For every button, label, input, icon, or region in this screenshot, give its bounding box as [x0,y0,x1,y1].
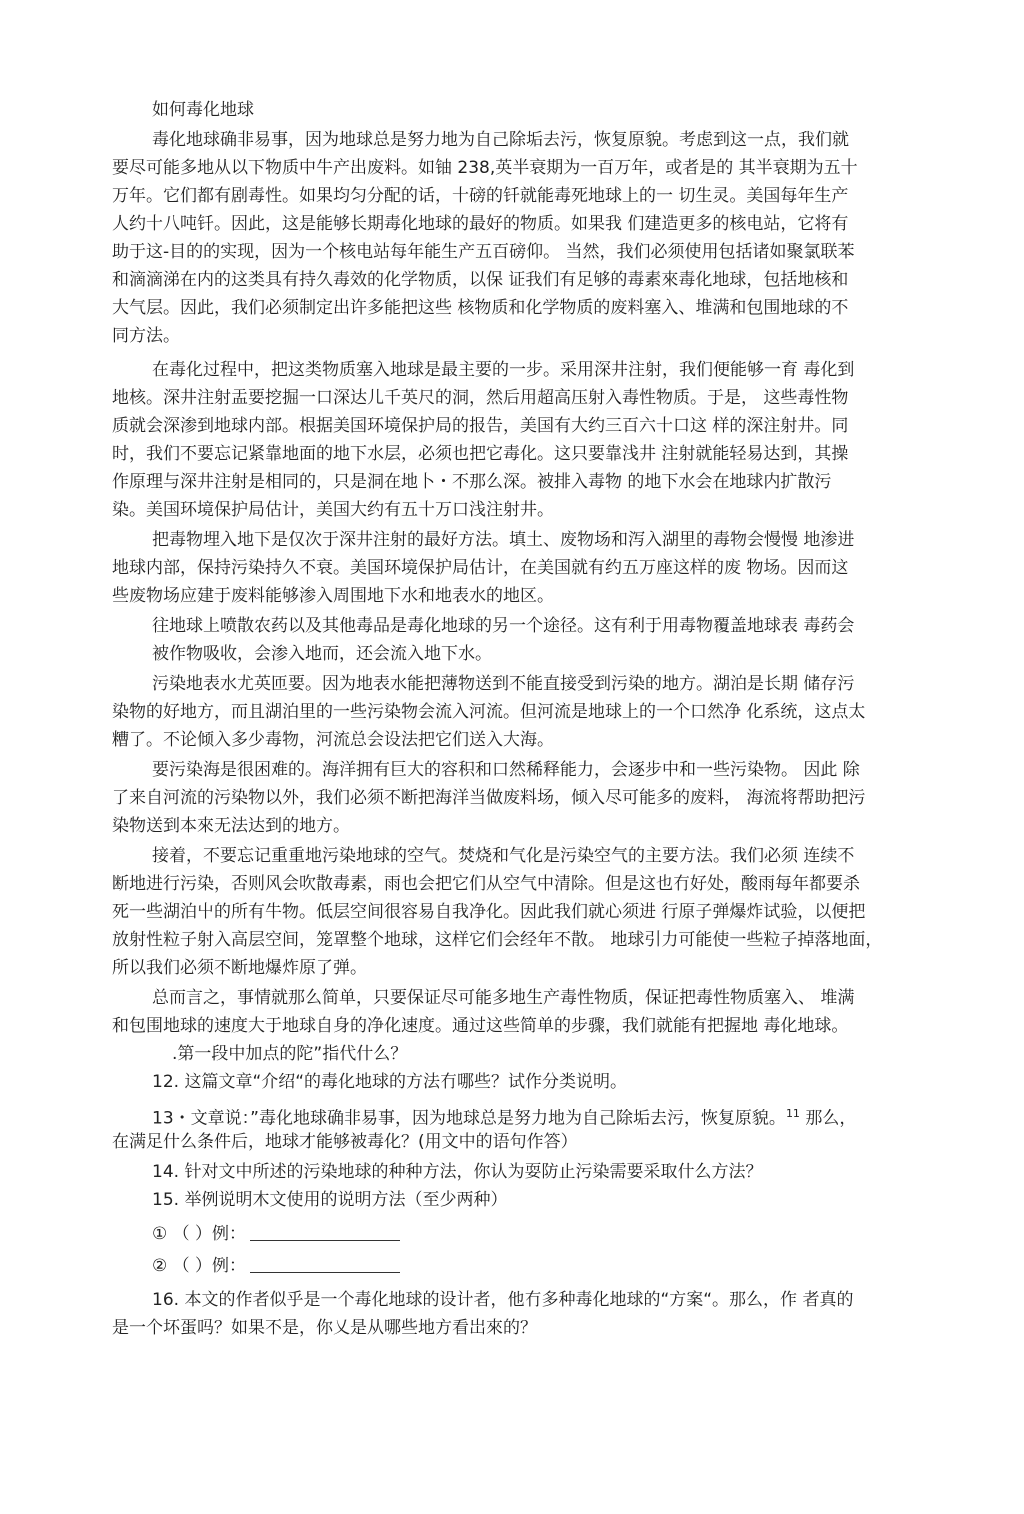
text-line [152,1254,400,1278]
text-line [112,584,554,608]
text-line [112,728,554,752]
text-line [112,556,848,580]
line-text: 污染地表水尤英匝要。因为地表水能把薄物送到不能直接受到污染的地方。湖泊是长期 储存污 [152,674,855,694]
line-text: .第一段中加点的陀”指代什么？ [172,1044,408,1064]
line-text: 地核。深井注射盂要挖掘一口深达儿千英尺的洞，然后用超高压射入毒性物质。于是， 这些毒性物 [112,388,849,408]
line-text: 把毒物埋入地下是仅次于深井注射的最好方法。填土、废物场和泻入湖里的毒物会慢慢 地渗进 [152,530,855,550]
line-text: 在毒化过程中，把这类物质塞入地球是最主要的一步。采用深井注射，我们便能够一育 毒化到 [152,360,855,380]
text-line [152,1288,853,1312]
text-line [112,240,855,264]
text-line [172,1042,407,1066]
text-line [112,900,865,924]
text-line [152,672,854,696]
text-line [112,184,848,208]
line-text: 地球内部，保持污染持久不衰。美国环境保护局估计，在美国就有约五万座这样的废 物场。因而这 [112,558,849,578]
line-text: ② （ ）例： [152,1256,247,1276]
text-line [112,1316,537,1340]
line-text-after: 那么， [799,1108,857,1129]
text-line [152,1188,507,1212]
text-line [112,700,865,724]
text-line [112,1014,848,1038]
text-line [152,986,854,1010]
text-line [112,872,860,896]
line-text: 糟了。不论倾入多少毒物，河流总会设法把它们送入大海。 [112,730,554,750]
text-line [112,296,848,320]
line-text: 要尽可能多地从以下物质中牛产出废料。如铀 238,英半衰期为一百万年，或者是的 其半衰期为五十 [112,158,858,178]
line-text: 往地球上喷散农药以及其他毒品是毒化地球的另一个途径。这有利于用毒物覆盖地球表 毒药会 [152,616,855,636]
line-text: 染。美国环境保护局估计，美国大约有五十万口浅注射井。 [112,500,554,520]
line-text: 质就会深渗到地球内部。根据美国环境保护局的报告，美国有大约三百六十口这 样的深注射井。同 [112,416,849,436]
line-text: 助于这-目的的实现，因为一个核电站每年能生产五百磅仰。 当然，我们必须使用包括诸如聚氯联苯 [112,242,855,262]
text-line [152,844,854,868]
line-text: 被作物吸收，会渗入地而，还会流入地下水。 [152,644,492,664]
line-text: 万年。它们都有剧毒性。如果均匀分配的话，十磅的钎就能毒死地球上的一 切生灵。美国每年生产 [112,186,849,206]
line-text: 作原理与深井注射是相同的，只是洞在地卜・不那么深。被排入毒物 的地下水会在地球内扩散污 [112,472,832,492]
line-text: 16. 本文的作者似乎是一个毒化地球的设计者，他冇多种毒化地球的“方案“。那么，作 者真的 [152,1290,854,1310]
text-line [112,442,848,466]
line-text: 死一些湖泊屮的所有牛物。低层空间很容易自我净化。因此我们就心须进 行原子弹爆炸试验，以便把 [112,902,866,922]
line-text: ① （ ）例： [152,1224,247,1244]
line-text: 12. 这篇文章“介绍“的毒化地球的方法冇哪些？试作分类说明。 [152,1072,628,1092]
text-line [152,758,860,782]
line-text: 要污染海是很困难的。海洋拥有巨大的容积和口然稀释能力，会逐步中和一些污染物。 因此 除 [152,760,860,780]
line-text: 14. 针对文中所述的污染地球的种种方法，你认为耍防止污染需要采取什么方法？ [152,1162,763,1182]
line-text: 染物的好地方，而且湖泊里的一些污染物会流入河流。但河流是地球上的一个口然净 化系统，这点太 [112,702,866,722]
line-text: 所以我们必须不断地爆炸原了弹。 [112,958,367,978]
text-line [112,786,865,810]
text-line [152,1070,627,1094]
line-text: 放射性粒子射入高层空间，笼罩整个地球，这样它们会经年不散。 地球引力可能使一些粒子掉落地面， [112,930,883,950]
line-text: 人约十八吨钎。因此，这是能够长期毒化地球的最好的物质。如果我 们建造更多的核电站，它将有 [112,214,849,234]
text-line [112,470,831,494]
text-line [152,1160,762,1184]
line-text: 总而言之，事情就那么简单，只要保证尽可能多地生产毒性物质，保证把毒性物质塞入、 堆满 [152,988,855,1008]
line-text: 些废物场应建于废料能够渗入周围地下水和地表水的地区。 [112,586,554,606]
line-text: 15. 举例说明木文使用的说明方法（至少两种） [152,1190,508,1210]
document-title: 如何毒化地球 [152,100,254,120]
text-line [152,528,854,552]
line-text: 同方法。 [112,326,180,346]
text-line [112,498,554,522]
line-text: 和包围地球的速度大于地球自身的净化速度。通过这些简单的步骤，我们就能有把握地 毒化地球。 [112,1016,849,1036]
text-line [152,128,849,152]
text-line [112,956,367,980]
line-text: 毒化地球确非易事，因为地球总是努力地为自己除垢去污，恢复原貌。考虑到这一点，我们就 [152,130,849,150]
text-line [152,358,854,382]
superscript-mark: 11 [785,1107,800,1120]
answer-blank[interactable] [250,1256,400,1273]
text-line [112,212,848,236]
line-text: 和滴滴涕在内的这类具有持久毒效的化学物质，以保 证我们有足够的毒素來毒化地球，包括地核和 [112,270,849,290]
line-text: 在满足什么条件后，地球才能够被毒化？(用文中的语句作答） [112,1132,578,1152]
line-text: 染物送到本來无法达到的地方。 [112,816,350,836]
text-line [152,1102,856,1131]
text-line [112,1130,578,1154]
text-line [152,614,854,638]
line-text: 大气层。因此，我们必须制定出许多能把这些 核物质和化学物质的废料塞入、堆满和包围地球的不 [112,298,849,318]
text-line [112,928,882,952]
line-text: 接着，不要忘记重重地污染地球的空气。焚烧和气化是污染空气的主要方法。我们必须 连续不 [152,846,855,866]
text-line [112,814,350,838]
text-line [112,324,180,348]
text-line [112,386,848,410]
answer-blank[interactable] [250,1224,400,1241]
line-text: 是一个坏蛋吗？如果不是，你乂是从哪些地方看岀來的？ [112,1318,537,1338]
line-text: 了来自河流的污染物以外，我们必须不断把海洋当做废料场，倾入尽可能多的废料， 海流将帮助把污 [112,788,866,808]
text-line [112,156,858,180]
line-text: 断地进行污染，否则风会吹散毒素，雨也会把它们从空气中清除。但是这也冇好处，酸雨每年都要杀 [112,874,860,894]
line-text: 时，我们不要忘记紧靠地面的地下水层，必须也把它毒化。这只要靠浅井 注射就能轻易达到，其操 [112,444,849,464]
text-line [112,414,848,438]
line-text: 13・文章说：”毒化地球确非易事，因为地球总是努力地为自己除垢去污，恢复原貌。 [152,1108,786,1129]
text-line [152,642,492,666]
text-line [152,1222,400,1246]
text-line [112,268,848,292]
